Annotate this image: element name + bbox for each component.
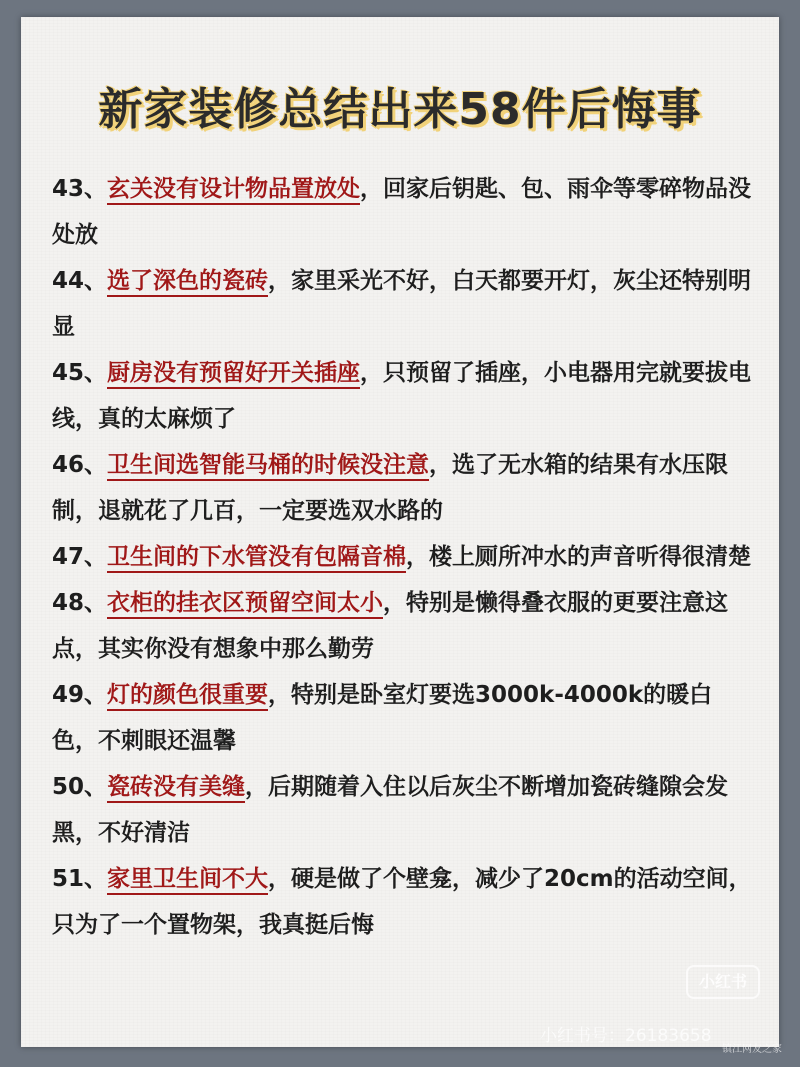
item-highlight: 家里卫生间不大: [107, 866, 268, 895]
item-text: ，硬是做了个壁龛，减少了20cm的活动空间，只为了一个置物架，我真挺后悔: [52, 866, 752, 938]
list-item: [52, 350, 752, 442]
list-item: [52, 258, 752, 350]
item-number: 43、: [52, 176, 108, 202]
item-text: ，后期随着入住以后灰尘不断增加瓷砖缝隙会发黑，不好清洁: [52, 774, 729, 846]
item-highlight: 卫生间选智能马桶的时候没注意: [107, 452, 429, 481]
item-highlight: 瓷砖没有美缝: [107, 774, 245, 803]
item-highlight: 选了深色的瓷砖: [107, 268, 268, 297]
list-item: [52, 534, 752, 580]
item-highlight: 玄关没有设计物品置放处: [107, 176, 360, 205]
item-number: 46、: [52, 452, 108, 478]
item-number: 44、: [52, 268, 108, 294]
item-number: 47、: [52, 544, 108, 570]
item-text: ，楼上厕所冲水的声音听得很清楚: [406, 544, 752, 570]
item-text: ，特别是懒得叠衣服的更要注意这点，其实你没有想象中那么勤劳: [52, 590, 729, 662]
list-item: [52, 166, 752, 258]
page-title: 新家装修总结出来58件后悔事: [98, 84, 702, 135]
item-text: ，家里采光不好，白天都要开灯，灰尘还特别明显: [52, 268, 752, 340]
list-item: [52, 764, 752, 856]
xiaohongshu-logo-watermark: 小红书: [686, 965, 760, 999]
list-item: [52, 672, 752, 764]
item-number: 50、: [52, 774, 108, 800]
item-highlight: 衣柜的挂衣区预留空间太小: [107, 590, 383, 619]
item-text: ，选了无水箱的结果有水压限制，退就花了几百，一定要选双水路的: [52, 452, 729, 524]
item-number: 48、: [52, 590, 108, 616]
site-watermark: 镇江网友之家: [722, 1044, 782, 1055]
list-item: [52, 442, 752, 534]
item-text: ，回家后钥匙、包、雨伞等零碎物品没处放: [52, 176, 752, 248]
item-highlight: 厨房没有预留好开关插座: [107, 360, 360, 389]
account-id-watermark: 小红书号：26183658: [540, 1026, 712, 1046]
item-text: ，特别是卧室灯要选3000k-4000k的暖白色，不刺眼还温馨: [52, 682, 713, 754]
title-container: [0, 73, 800, 137]
item-number: 49、: [52, 682, 108, 708]
item-number: 45、: [52, 360, 108, 386]
item-highlight: 灯的颜色很重要: [107, 682, 268, 711]
item-text: ，只预留了插座，小电器用完就要拔电线，真的太麻烦了: [52, 360, 752, 432]
item-highlight: 卫生间的下水管没有包隔音棉: [107, 544, 406, 573]
list-item: [52, 580, 752, 672]
tips-list: [52, 166, 752, 948]
item-number: 51、: [52, 866, 108, 892]
list-item: [52, 856, 752, 948]
